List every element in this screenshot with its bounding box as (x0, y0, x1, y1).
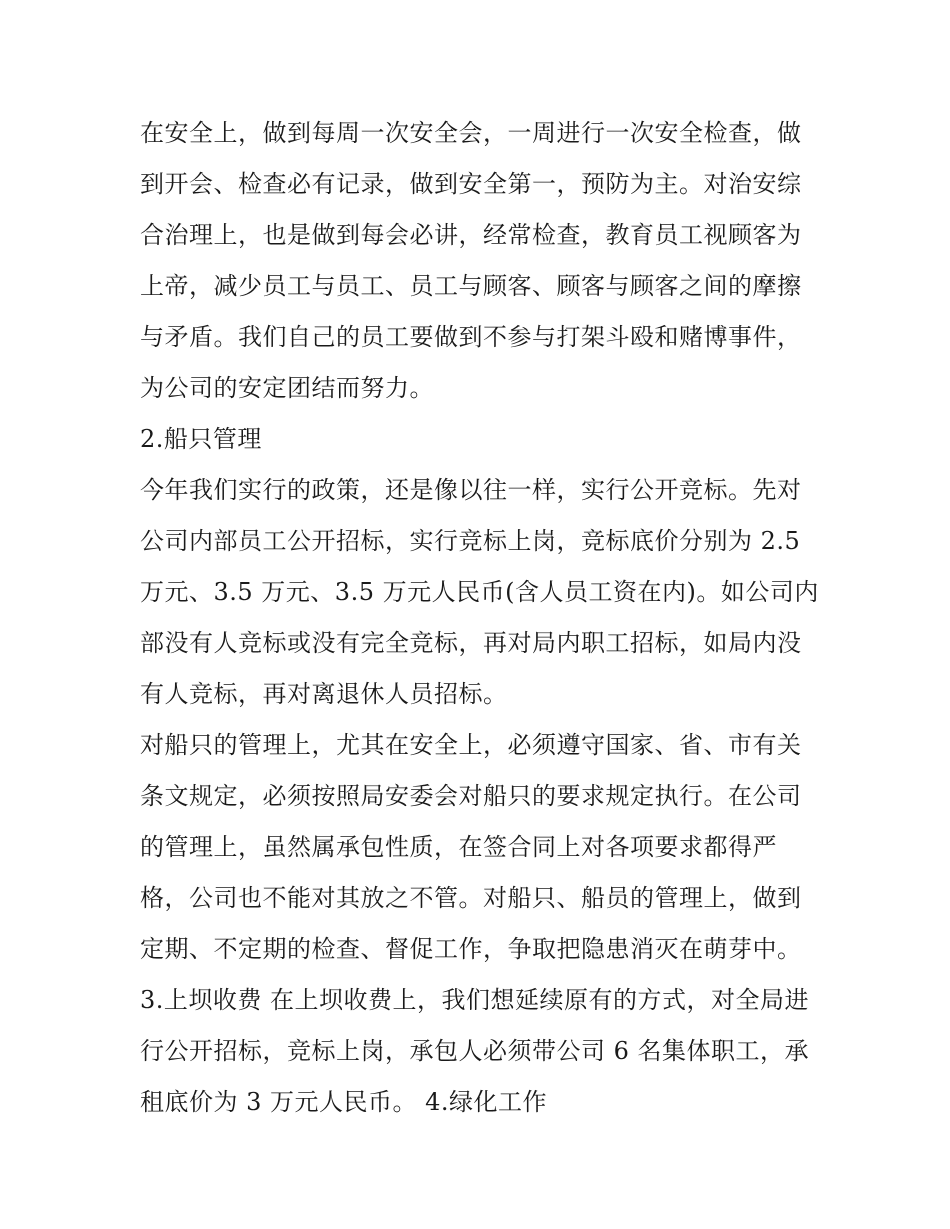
text-line: 行公开招标，竞标上岗，承包人必须带公司 6 名集体职工，承 (140, 1037, 810, 1065)
text-line: 上帝，减少员工与员工、员工与顾客、顾客与顾客之间的摩擦 (140, 272, 802, 300)
text-line: 租底价为 3 万元人民币。 4.绿化工作 (140, 1088, 548, 1116)
text-line: 对船只的管理上，尤其在安全上，必须遵守国家、省、市有关 (140, 731, 802, 759)
text-line: 格，公司也不能对其放之不管。对船只、船员的管理上，做到 (140, 884, 802, 912)
document-body (140, 108, 820, 1128)
text-line: 的管理上，虽然属承包性质，在签合同上对各项要求都得严 (140, 833, 777, 861)
text-line: 有人竞标，再对离退休人员招标。 (140, 680, 508, 708)
text-line: 与矛盾。我们自己的员工要做到不参与打架斗殴和赌博事件， (140, 323, 802, 351)
text-line: 部没有人竞标或没有完全竞标，再对局内职工招标，如局内没 (140, 629, 802, 657)
text-line: 到开会、检查必有记录，做到安全第一，预防为主。对治安综 (140, 170, 802, 198)
text-line: 条文规定，必须按照局安委会对船只的要求规定执行。在公司 (140, 782, 802, 810)
text-line: 今年我们实行的政策，还是像以往一样，实行公开竞标。先对 (140, 476, 802, 504)
text-line: 合治理上，也是做到每会必讲，经常检查，教育员工视顾客为 (140, 221, 802, 249)
text-line: 公司内部员工公开招标，实行竞标上岗，竞标底价分别为 2.5 (140, 527, 801, 555)
text-line: 万元、3.5 万元、3.5 万元人民币(含人员工资在内)。如公司内 (140, 578, 819, 606)
text-line: 为公司的安定团结而努力。 (140, 374, 434, 402)
text-line: 在安全上，做到每周一次安全会，一周进行一次安全检查，做 (140, 119, 802, 147)
section-heading: 2.船只管理 (140, 425, 262, 453)
text-line: 定期、不定期的检查、督促工作，争取把隐患消灭在萌芽中。 (140, 935, 802, 963)
text-line: 3.上坝收费 在上坝收费上，我们想延续原有的方式，对全局进 (140, 986, 810, 1014)
